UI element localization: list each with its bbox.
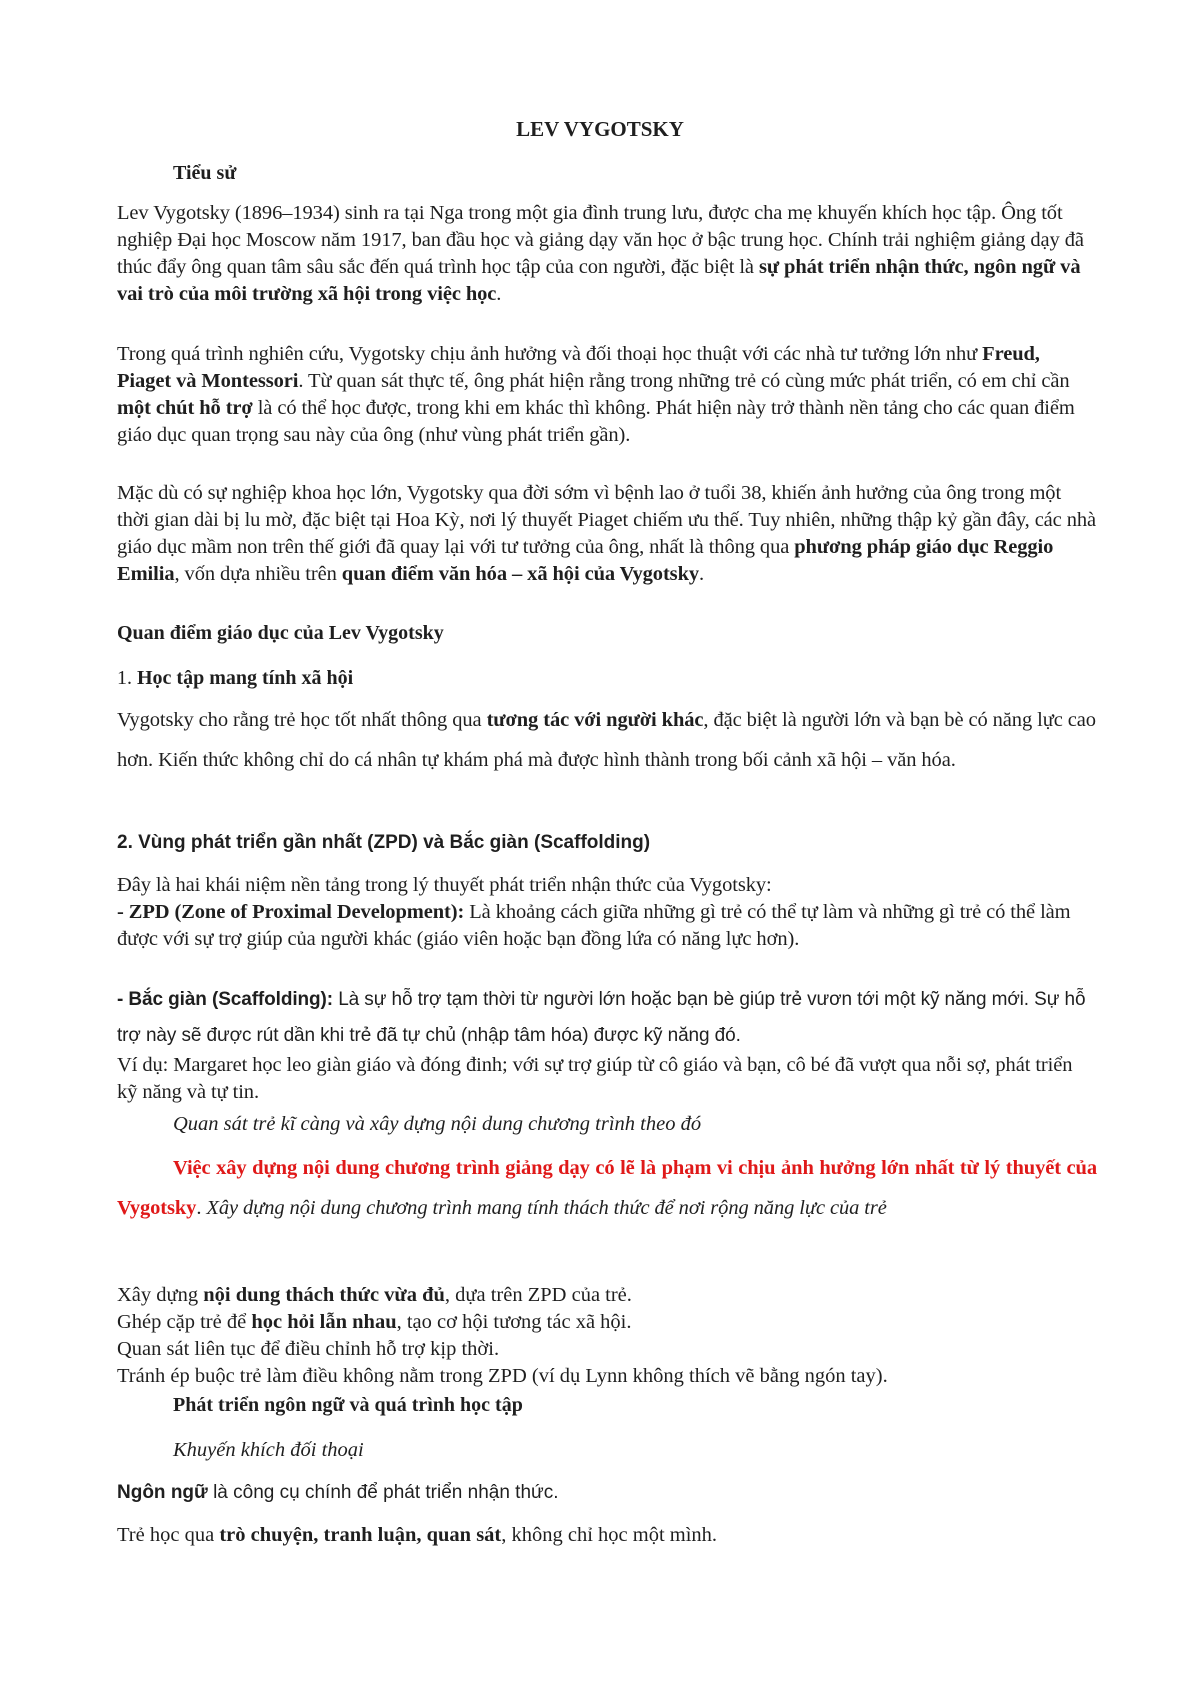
scaffolding-label: - Bắc giàn (Scaffolding): — [117, 989, 334, 1010]
document-title: LEV VYGOTSKY — [516, 117, 684, 141]
bio-paragraph-2: Trong quá trình nghiên cứu, Vygotsky chịu ảnh hưởng và đối thoại học thuật với các nhà tư tưởng lớn như Freud, Piaget và Montessori. Từ quan sát thực tế, ông phát hiện rằng trong những trẻ có cùng mức phát triển, có em chỉ cần một chút hỗ trợ là có thể học được, trong khi em khác thì không. Phát hiện này trở thành nền tảng cho các quan điểm giáo dục quan trọng sau này của ông (như vùng phát triển gần). — [117, 343, 1075, 446]
section-2-heading: 2. Vùng phát triển gần nhất (ZPD) và Bắc giàn (Scaffolding) — [117, 832, 651, 853]
language-line-2: Trẻ học qua trò chuyện, tranh luận, quan sát, không chỉ học một mình. — [117, 1524, 718, 1546]
list-item: Quan sát liên tục để điều chỉnh hỗ trợ kịp thời. — [117, 1338, 500, 1360]
bio-paragraph-1: Lev Vygotsky (1896–1934) sinh ra tại Nga trong một gia đình trung lưu, được cha mẹ khuyến khích học tập. Ông tốt nghiệp Đại học Moscow năm 1917, ban đầu học và giảng dạy văn học ở bậc trung học. Chính trải nghiệm giảng dạy đã thúc đẩy ông quan tâm sâu sắc đến quá trình học tập của con người, đặc biệt là sự phát triển nhận thức, ngôn ngữ và vai trò của môi trường xã hội trong việc học. — [117, 202, 1084, 305]
list-item: Ghép cặp trẻ để học hỏi lẫn nhau, tạo cơ hội tương tác xã hội. — [117, 1311, 632, 1333]
language-heading: Phát triển ngôn ngữ và quá trình học tập — [173, 1394, 523, 1416]
language-line-1: Ngôn ngữ là công cụ chính để phát triển nhận thức. — [117, 1482, 559, 1503]
observe-line: Quan sát trẻ kĩ càng và xây dựng nội dung chương trình theo đó — [173, 1113, 702, 1135]
bio-heading: Tiểu sử — [173, 162, 237, 184]
section-2-intro: Đây là hai khái niệm nền tảng trong lý thuyết phát triển nhận thức của Vygotsky: - ZPD (Zone of Proximal Development): Là khoảng cách giữa những gì trẻ có thể tự làm và những gì trẻ có thể làm được với sự trợ giúp của người khác (giáo viên hoặc bạn đồng lứa có năng lực hơn). — [117, 874, 1071, 950]
views-heading: Quan điểm giáo dục của Lev Vygotsky — [117, 622, 444, 644]
language-subheading: Khuyến khích đối thoại — [173, 1439, 364, 1461]
zpd-label: - ZPD (Zone of Proximal Development): — [117, 901, 465, 923]
list-item: Xây dựng nội dung thách thức vừa đủ, dựa trên ZPD của trẻ. — [117, 1284, 632, 1306]
bio-paragraph-3: Mặc dù có sự nghiệp khoa học lớn, Vygotsky qua đời sớm vì bệnh lao ở tuổi 38, khiến ảnh hưởng của ông trong một thời gian dài bị lu mờ, đặc biệt tại Hoa Kỳ, nơi lý thuyết Piaget chiếm ưu thế. Tuy nhiên, những thập kỷ gần đây, các nhà giáo dục mầm non trên thế giới đã quay lại với tư tưởng của ông, nhất là thông qua phương pháp giáo dục Reggio Emilia, vốn dựa nhiều trên quan điểm văn hóa – xã hội của Vygotsky. — [117, 482, 1097, 585]
list-item: Tránh ép buộc trẻ làm điều không nằm trong ZPD (ví dụ Lynn không thích vẽ bằng ngón tay). — [117, 1365, 888, 1387]
curriculum-highlight: Việc xây dựng nội dung chương trình giảng dạy có lẽ là phạm vi chịu ảnh hưởng lớn nhất từ lý thuyết của Vygotsky — [117, 1157, 1097, 1219]
example-paragraph: Ví dụ: Margaret học leo giàn giáo và đóng đinh; với sự trợ giúp từ cô giáo và bạn, cô bé đã vượt qua nỗi sợ, phát triển kỹ năng và tự tin. — [117, 1054, 1073, 1103]
scaffolding-paragraph: - Bắc giàn (Scaffolding): Là sự hỗ trợ tạm thời từ người lớn hoặc bạn bè giúp trẻ vươn tới một kỹ năng mới. Sự hỗ trợ này sẽ được rút dần khi trẻ đã tự chủ (nhập tâm hóa) được kỹ năng đó. — [117, 989, 1086, 1046]
section-1-paragraph: Vygotsky cho rằng trẻ học tốt nhất thông qua tương tác với người khác, đặc biệt là người lớn và bạn bè có năng lực cao hơn. Kiến thức không chỉ do cá nhân tự khám phá mà được hình thành trong bối cảnh xã hội – văn hóa. — [117, 709, 1096, 771]
section-1-heading: 1. Học tập mang tính xã hội — [117, 667, 354, 689]
curriculum-paragraph: Việc xây dựng nội dung chương trình giảng dạy có lẽ là phạm vi chịu ảnh hưởng lớn nhất từ lý thuyết của Vygotsky. Xây dựng nội dung chương trình mang tính thách thức để nơi rộng năng lực của trẻ — [117, 1157, 1097, 1219]
